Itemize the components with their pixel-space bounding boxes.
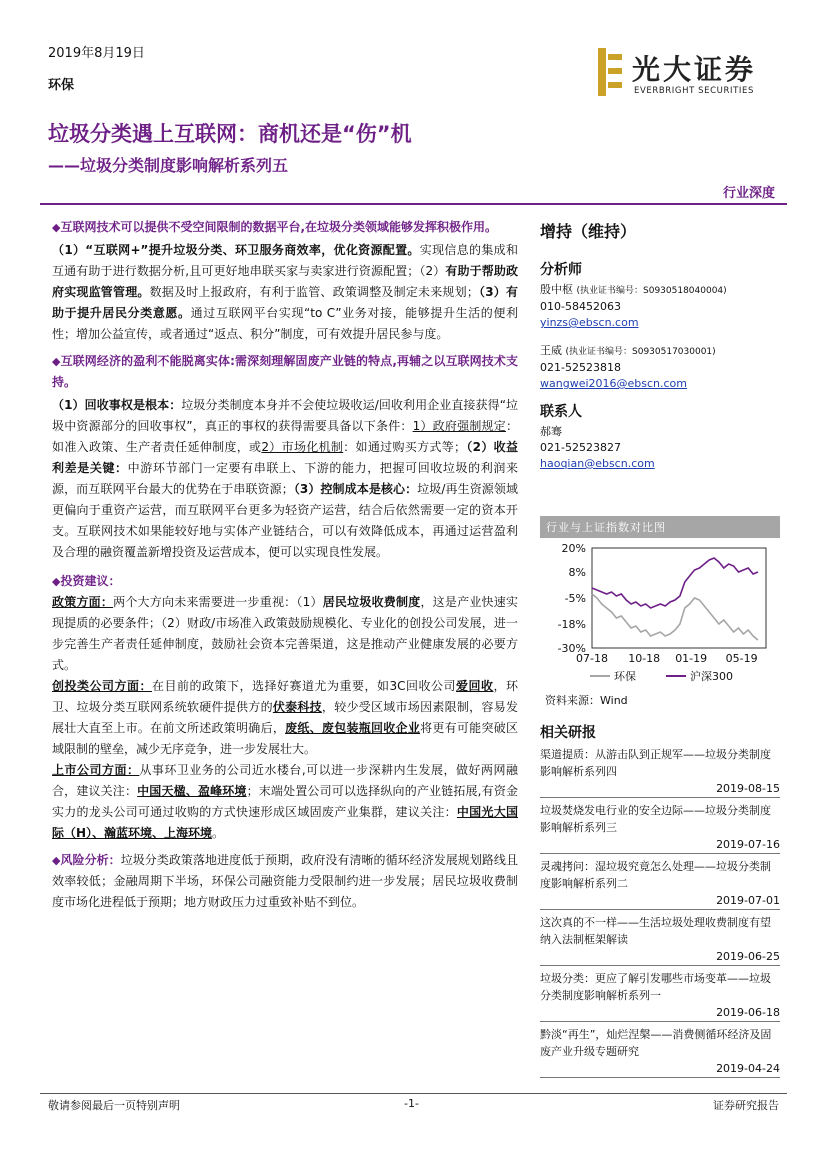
footer-divider (40, 1093, 787, 1094)
y-tick-label: -5% (564, 592, 586, 605)
plot-frame (592, 548, 766, 648)
diamond-bullet-icon: ◆ (52, 575, 61, 588)
related-item[interactable]: 这次真的不一样——生活垃圾处理收费制度有望纳入法制框架解读 2019-06-25 (540, 914, 780, 966)
listed-company-paragraph: 上市公司方面：从事环卫业务的公司近水楼台,可以进一步深耕内生发展，做好两网融合，建议关注：中国天楹、盈峰环境；末端处置公司可以选择纵向的产业链拓展,有资金实力的龙头公司可通过收购的方式快速形成区域固废产业集群，建议关注：中国光大国际（H）、瀚蓝环境、上海环境。 (52, 763, 518, 840)
analyst-heading: 分析师 (540, 262, 582, 278)
section-2-heading: ◆互联网经济的盈利不能脱离实体:需深刻理解固废产业链的特点,再辅之以互联网技术支持。 (52, 354, 518, 389)
report-subtitle: ——垃圾分类制度影响解析系列五 (48, 156, 289, 175)
page-number: -1- (404, 1097, 419, 1110)
analyst-1-phone: 010-58452063 (540, 300, 621, 313)
analyst-2-email[interactable]: wangwei2016@ebscn.com (540, 377, 687, 390)
related-list (540, 746, 780, 1078)
section-3-heading: ◆投资建议： (52, 574, 121, 588)
footer-doc-type: 证券研究报告 (713, 1099, 779, 1112)
contact-heading: 联系人 (540, 404, 582, 420)
related-item[interactable]: 灵魂拷问：湿垃圾究竟怎么处理——垃圾分类制度影响解析系列二 2019-07-01 (540, 858, 780, 910)
diamond-bullet-icon: ◆ (52, 221, 61, 234)
section-1-paragraph: （1）“互联网+”提升垃圾分类、环卫服务商效率，优化资源配置。实现信息的集成和互通有助于进行数据分析,且可更好地串联买家与卖家进行资源配置；（2）有助于帮助政府实现监管管理。数据及时上报政府，有利于监管、政策调整及制定未来规划；（3）有助于提升居民分类意愿。通过互联网平台实现“to C”业务对接，能够提升生活的便利性；增加公益宣传，或者通过“返点、积分”制度，可有效提升居民参与度。 (52, 243, 518, 341)
section-2-paragraph: （1）回收事权是根本：垃圾分类制度本身并不会使垃圾收运/回收利用企业直接获得“垃圾中资源部分的回收事权”，真正的事权的获得需要具备以下条件：1）政府强制规定：如准入政策、生产者责任延伸制度，或2）市场化机制：如通过购买方式等；（2）收益利差是关键：中游环节部门一定要有串联上、下游的能力，把握可回收垃圾的利润来源，而互联网平台最大的优势在于串联资源；（3）控制成本是核心：垃圾/再生资源领域更偏向于重资产运营，而互联网平台更多为轻资产运营，结合后依然需要一定的资本开支。互联网技术如果能较好地与实体产业链结合，可以有效降低成本，再通过运营盈利及合理的融资覆盖新增投资及运营成本，便可以实现良性发展。 (52, 398, 518, 559)
chart-svg (540, 538, 780, 692)
analyst-2-phone: 021-52523818 (540, 361, 621, 374)
related-item[interactable]: 渠道提质：从游击队到正规军——垃圾分类制度影响解析系列四 2019-08-15 (540, 746, 780, 798)
risk-paragraph: ◆风险分析：垃圾分类政策落地进度低于预期，政府没有清晰的循环经济发展规划路线且效率较低；金融周期下半场，环保公司融资能力受限制约进一步发展；居民垃圾收费制度市场化进程低于预期；地方财政压力过重致补贴不到位。 (52, 853, 518, 909)
related-item[interactable]: 垃圾焚烧发电行业的安全边际——垃圾分类制度影响解析系列三 2019-07-16 (540, 802, 780, 854)
header-divider (40, 203, 787, 205)
section-1-heading: ◆互联网技术可以提供不受空间限制的数据平台,在垃圾分类领域能够发挥积极作用。 (52, 220, 498, 234)
contact-name: 郝骞 (540, 425, 562, 438)
legend-label: 沪深300 (690, 670, 733, 683)
series-line-沪深300 (592, 558, 758, 608)
analyst-2-line: 王威 (执业证书编号：S0930517030001) (540, 344, 716, 357)
analyst-1-email[interactable]: yinzs@ebscn.com (540, 316, 639, 329)
y-tick-label: -18% (557, 618, 586, 631)
policy-paragraph: 政策方面：两个大方向未来需要进一步重视：（1）居民垃圾收费制度，这是产业快速实现提质的必要条件；（2）财政/市场准入政策鼓励规模化、专业化的创投公司发展，进一步完善生产者责任延伸制度，鼓励社会资本完善渠道，这是推动产业健康发展的必要方式。 (52, 595, 518, 672)
comparison-chart (540, 516, 780, 692)
x-tick-label: 05-19 (725, 652, 758, 665)
x-tick-label: 01-19 (675, 652, 708, 665)
logo-text-en: EVERBRIGHT SECURITIES (634, 86, 754, 96)
y-tick-label: 8% (568, 566, 586, 579)
series-line-环保 (592, 594, 758, 640)
x-tick-label: 07-18 (576, 652, 608, 665)
y-tick-label: 20% (561, 542, 586, 555)
doc-type-label: 行业深度 (722, 186, 775, 201)
chart-source: 资料来源：Wind (545, 694, 628, 707)
diamond-bullet-icon: ◆ (52, 854, 61, 867)
related-heading: 相关研报 (540, 725, 596, 741)
diamond-bullet-icon: ◆ (52, 355, 61, 368)
report-date: 2019年8月19日 (48, 46, 145, 61)
related-research (540, 725, 780, 1078)
company-logo (598, 48, 778, 100)
contact-phone: 021-52523827 (540, 441, 621, 454)
related-item[interactable]: 垃圾分类：更应了解引发哪些市场变革——垃圾分类制度影响解析系列一 2019-06-18 (540, 970, 780, 1022)
related-item[interactable]: 黔淡“再生”，灿烂涅槃——消费侧循环经济及固废产业升级专题研究 2019-04-24 (540, 1026, 780, 1078)
x-tick-label: 10-18 (628, 652, 661, 665)
sector-label: 环保 (48, 78, 75, 93)
logo-mark-icon (598, 48, 624, 96)
main-content (52, 217, 518, 913)
report-title: 垃圾分类遇上互联网：商机还是“伤”机 (48, 122, 412, 146)
legend-label: 环保 (614, 670, 636, 683)
chart-title: 行业与上证指数对比图 (540, 516, 780, 538)
contact-email[interactable]: haoqian@ebscn.com (540, 457, 655, 470)
rating: 增持（维持） (540, 222, 637, 241)
sidebar (540, 220, 780, 472)
y-tick-label: -30% (557, 642, 586, 655)
logo-text-cn: 光大证券 (632, 53, 757, 86)
analyst-1-line: 殷中枢 (执业证书编号：S0930518040004) (540, 283, 727, 296)
startup-paragraph: 创投类公司方面：在目前的政策下，选择好赛道尤为重要，如3C回收公司爱回收，环卫、垃圾分类互联网系统软硬件提供方的伏泰科技，较少受区域市场因素限制，容易发展壮大直至上市。在前文所述政策明确后，废纸、废包装瓶回收企业将更有可能突破区域限制的壁垒，减少无序竞争，进一步发展壮大。 (52, 679, 518, 756)
footer-disclaimer: 敬请参阅最后一页特别声明 (48, 1099, 180, 1112)
